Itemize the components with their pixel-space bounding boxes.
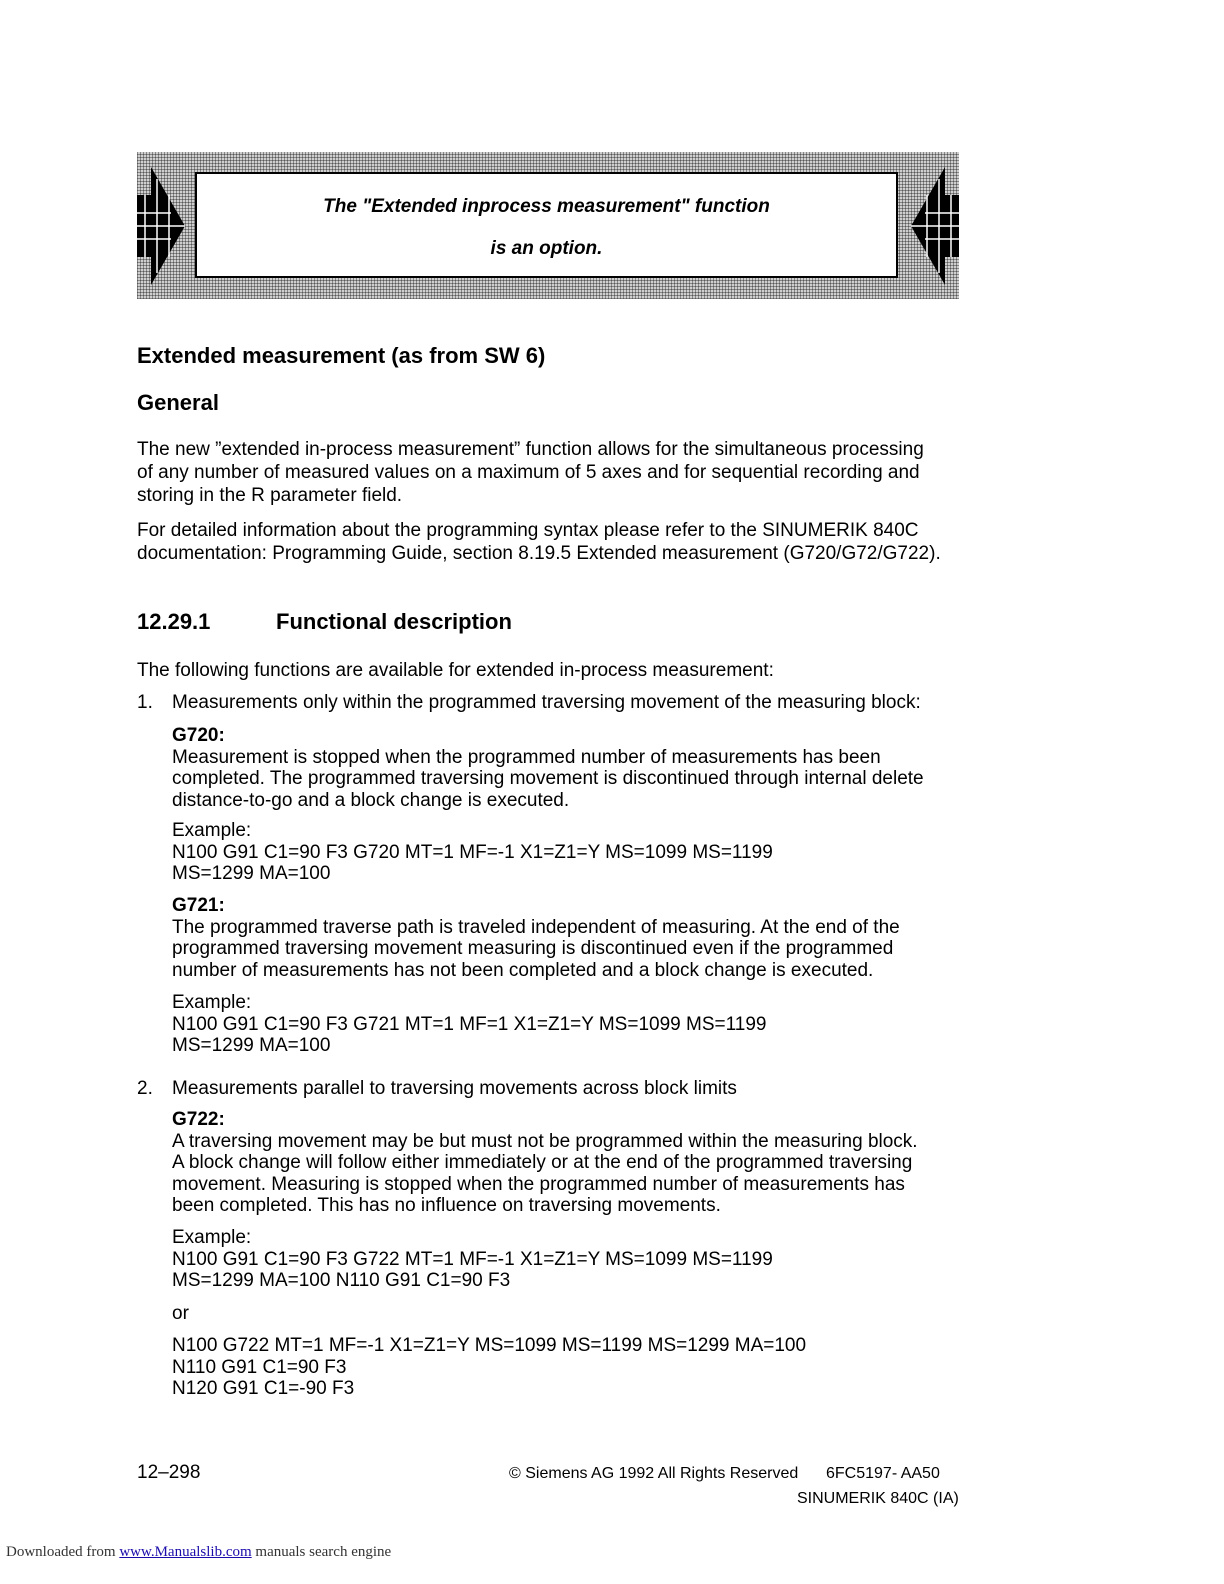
g722-label: G722:	[172, 1109, 225, 1130]
g722-block	[172, 1109, 972, 1217]
intro-paragraph-1	[137, 438, 967, 507]
option-notice-line1: The "Extended inprocess measurement" function	[323, 196, 770, 217]
text-line: movement. Measuring is stopped when the programmed number of measurements has	[172, 1173, 905, 1195]
arrow-right-icon	[137, 165, 187, 287]
g720-label: G720:	[172, 725, 225, 746]
g720-example	[172, 820, 972, 885]
intro-paragraph-2	[137, 519, 967, 565]
code-line: MS=1299 MA=100	[172, 1035, 331, 1056]
text-line: of any number of measured values on a maximum of 5 axes and for sequential recording and	[137, 462, 920, 483]
product-name: SINUMERIK 840C (IA)	[797, 1490, 959, 1507]
text-line: For detailed information about the programming syntax please refer to the SINUMERIK 840C	[137, 520, 919, 541]
code-line: N100 G722 MT=1 MF=-1 X1=Z1=Y MS=1099 MS=1199 MS=1299 MA=100	[172, 1335, 807, 1356]
list-number: 1.	[137, 692, 153, 713]
or-text: or	[172, 1303, 189, 1324]
download-note	[6, 1543, 391, 1561]
text-line: storing in the R parameter field.	[137, 485, 403, 506]
code-line: N110 G91 C1=90 F3	[172, 1356, 347, 1378]
functions-lead: The following functions are available for extended in-process measurement:	[137, 660, 774, 681]
code-line: N100 G91 C1=90 F3 G720 MT=1 MF=-1 X1=Z1=Y MS=1099 MS=1199	[172, 841, 773, 863]
section-title: Functional description	[276, 609, 512, 634]
text-line: The new ”extended in-process measurement” function allows for the simultaneous processing	[137, 439, 924, 460]
code-line: MS=1299 MA=100 N110 G91 C1=90 F3	[172, 1270, 511, 1291]
code-line: N120 G91 C1=-90 F3	[172, 1378, 355, 1399]
download-prefix: Downloaded from	[6, 1544, 116, 1560]
list-item-2-text: Measurements parallel to traversing movements across block limits	[172, 1078, 737, 1099]
text-line: Measurement is stopped when the programmed number of measurements has been	[172, 746, 881, 768]
code-line: MS=1299 MA=100	[172, 863, 331, 884]
code-line: N100 G91 C1=90 F3 G722 MT=1 MF=-1 X1=Z1=Y MS=1099 MS=1199	[172, 1248, 773, 1270]
list-item-1-text: Measurements only within the programmed traversing movement of the measuring block:	[172, 692, 921, 713]
option-notice-box	[195, 172, 898, 278]
text-line: A traversing movement may be but must not be programmed within the measuring block.	[172, 1130, 918, 1152]
text-line: documentation: Programming Guide, section 8.19.5 Extended measurement (G720/G72/G722).	[137, 543, 941, 564]
g722-example	[172, 1227, 972, 1292]
g720-block	[172, 725, 972, 811]
text-line: programmed traversing movement measuring is discontinued even if the programmed	[172, 938, 894, 959]
g721-example	[172, 992, 972, 1057]
arrow-left-icon	[909, 165, 959, 287]
text-line: The programmed traverse path is traveled independent of measuring. At the end of the	[172, 916, 900, 938]
section-number: 12.29.1	[137, 609, 211, 634]
option-notice-line2: is an option.	[490, 238, 603, 259]
example-label: Example:	[172, 992, 252, 1013]
download-suffix: manuals search engine	[255, 1544, 392, 1560]
example-label: Example:	[172, 820, 252, 841]
page-number: 12–298	[137, 1462, 201, 1483]
g721-block	[172, 895, 972, 981]
order-number: 6FC5197- AA50	[826, 1465, 940, 1482]
text-line: distance-to-go and a block change is executed.	[172, 789, 570, 811]
text-line: A block change will follow either immediately or at the end of the programmed traversing	[172, 1152, 913, 1173]
extended-measurement-heading: Extended measurement (as from SW 6)	[137, 343, 546, 368]
general-heading: General	[137, 390, 219, 415]
g722-alt-example	[172, 1335, 972, 1400]
text-line: number of measurements has not been completed and a block change is executed.	[172, 959, 874, 981]
example-label: Example:	[172, 1227, 252, 1248]
list-number: 2.	[137, 1078, 153, 1099]
manualslib-link[interactable]: www.Manualslib.com	[119, 1544, 252, 1560]
copyright: © Siemens AG 1992 All Rights Reserved	[509, 1465, 799, 1482]
text-line: completed. The programmed traversing movement is discontinued through internal delete	[172, 768, 924, 789]
text-line: been completed. This has no influence on traversing movements.	[172, 1195, 721, 1216]
code-line: N100 G91 C1=90 F3 G721 MT=1 MF=1 X1=Z1=Y MS=1099 MS=1199	[172, 1013, 767, 1035]
g721-label: G721:	[172, 895, 225, 916]
